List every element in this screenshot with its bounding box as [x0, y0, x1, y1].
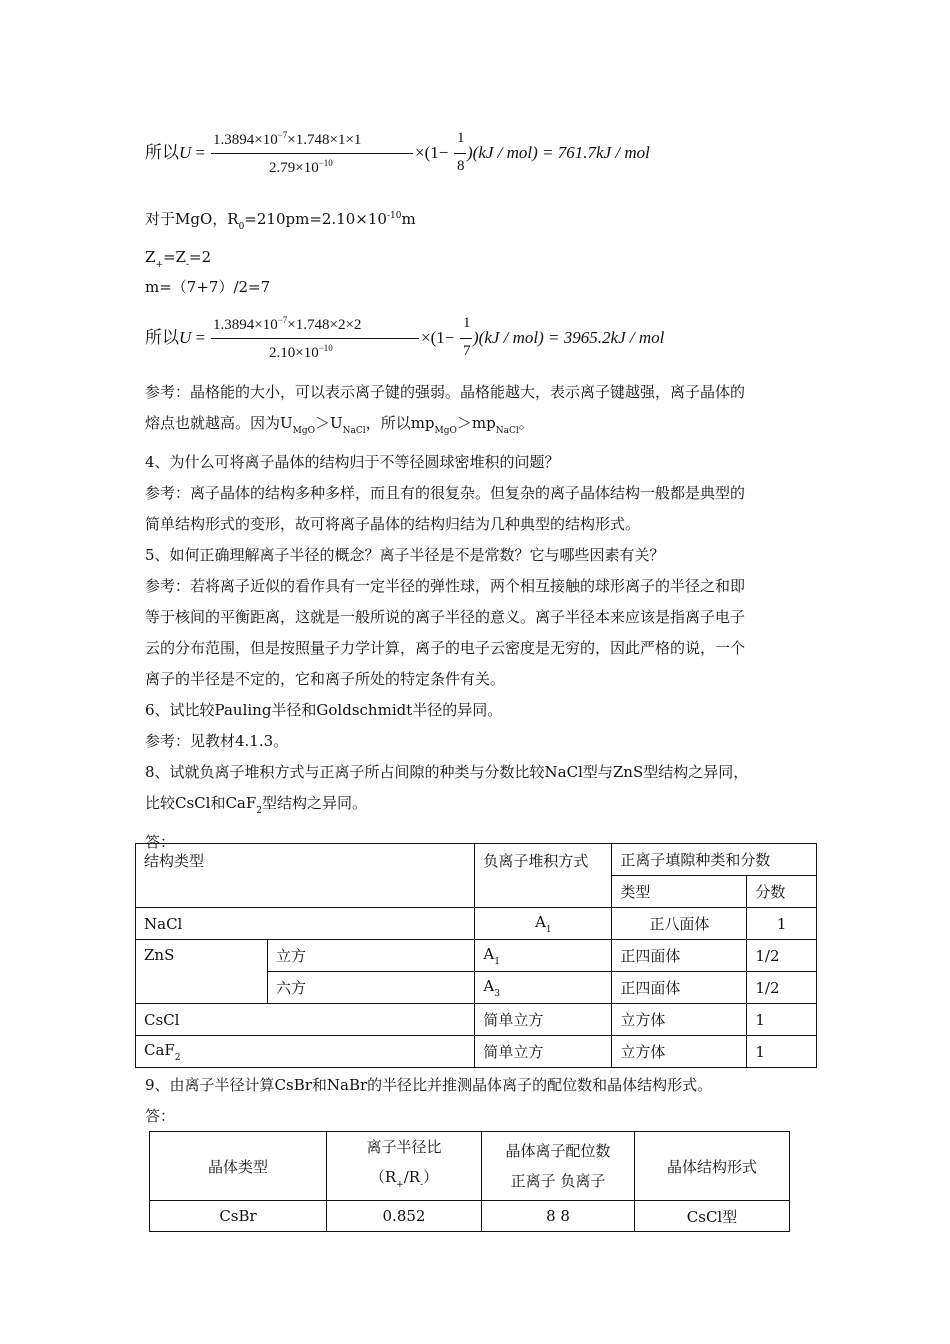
question-9: 9、由离子半径计算CsBr和NaBr的半径比并推测晶体离子的配位数和晶体结构形式。 [145, 1076, 713, 1094]
eq2-tail-a: ×(1− [421, 328, 455, 347]
cell-caf2-type: 立方体 [612, 1036, 747, 1068]
cell-zns-cubic-frac: 1/2 [747, 940, 817, 972]
answer-5-line4: 离子的半径是不定的，它和离子所处的特定条件有关。 [145, 670, 506, 688]
eq2-small-den: 7 [463, 343, 471, 359]
cell-cscl-pack: 简单立方 [475, 1004, 612, 1036]
cell-caf2-pack: 简单立方 [475, 1036, 612, 1068]
cell-caf2-frac: 1 [747, 1036, 817, 1068]
cell-cscl-frac: 1 [747, 1004, 817, 1036]
mgo-radius-line: 对于MgO，$R_0=210pm=2.10\times 10^{-10}m$ [145, 210, 416, 232]
born-exponent-line: m=（7+7）/2=7 [145, 278, 271, 296]
ref-lattice-energy [145, 377, 815, 858]
cell-zns: ZnS [136, 940, 268, 1004]
eq1-prefix: 所以U = [145, 143, 206, 162]
eq1-tail-a: ×(1− [415, 143, 449, 162]
answer-5-line2: 等于核间的平衡距离，这就是一般所说的离子半径的意义。离子半径本来应该是指离子电子 [145, 608, 746, 626]
th-cation-filling: 正离子填隙种类和分数 [612, 844, 817, 876]
ref1-line2: 熔点也就越高。因为$U_{MgO}>U_{NaCl}$，所以$mp_{MgO}>mp_{NaCl}$。 [145, 414, 534, 436]
cell-nacl-type: 正八面体 [612, 908, 747, 940]
table-row [136, 940, 817, 972]
table-row [136, 908, 817, 940]
question-8-line2: 比较CsCl和CaF$_2$型结构之异同。 [145, 794, 368, 816]
th-coordination: 晶体离子配位数 正离子 负离子 [482, 1132, 635, 1201]
answer-6: 参考：见教材4.1.3。 [145, 732, 289, 750]
cell-csbr-form: CsCl型 [635, 1201, 790, 1232]
th-type: 类型 [612, 876, 747, 908]
eq1-small-num: 1 [457, 130, 465, 146]
eq2-small-bar [460, 338, 472, 339]
answer-4-line2: 简单结构形式的变形，故可将离子晶体的结构归结为几种典型的结构形式。 [145, 515, 641, 533]
answer-label-8: 答： [145, 833, 176, 851]
cell-zns-hex: 六方 [268, 972, 475, 1004]
question-8-line1: 8、试就负离子堆积方式与正离子所占间隙的种类与分数比较NaCl型与ZnS型结构之异同， [145, 763, 749, 781]
th-structure-type: 结构类型 [136, 844, 475, 908]
table-row [136, 1036, 817, 1068]
cell-cscl-type: 立方体 [612, 1004, 747, 1036]
eq1-small-den: 8 [457, 158, 465, 174]
answer-4-line1: 参考：离子晶体的结构多种多样，而且有的很复杂。但复杂的离子晶体结构一般都是典型的 [145, 484, 746, 502]
cell-nacl: NaCl [136, 908, 475, 940]
th-anion-packing: 负离子堆积方式 [475, 844, 612, 908]
cell-zns-hex-type: 正四面体 [612, 972, 747, 1004]
question-6: 6、试比较Pauling半径和Goldschmidt半径的异同。 [145, 701, 503, 719]
answer-label-9: 答： [145, 1107, 176, 1125]
eq2-numerator: $1.3894\times 10^{-7}\times 1.748\times 2\times 2$ [213, 315, 362, 333]
radius-ratio-table [149, 1131, 790, 1232]
eq1-numerator: $1.3894\times 10^{-7}\times 1.748\times 1\times 1$ [213, 130, 362, 148]
table-row [150, 1201, 790, 1232]
cell-csbr-ratio: 0.852 [327, 1201, 482, 1232]
eq2-prefix: 所以U = [145, 328, 206, 347]
cell-cscl: CsCl [136, 1004, 475, 1036]
cell-caf2: CaF$_2$ [136, 1036, 475, 1068]
cell-zns-cubic-type: 正四面体 [612, 940, 747, 972]
question-5: 5、如何正确理解离子半径的概念？离子半径是不是常数？它与哪些因素有关？ [145, 546, 665, 564]
cell-zns-hex-frac: 1/2 [747, 972, 817, 1004]
cell-nacl-frac: 1 [747, 908, 817, 940]
structure-comparison-table [135, 843, 817, 1068]
answer-5-line3: 云的分布范围，但是按照量子力学计算，离子的电子云密度是无穷的，因此严格的说，一个 [145, 639, 746, 657]
eq1-small-bar [454, 153, 466, 154]
th-crystal-type: 晶体类型 [150, 1132, 327, 1201]
eq2-small-num: 1 [463, 315, 471, 331]
cell-nacl-pack: $A_1$ [475, 908, 612, 940]
th-fraction: 分数 [747, 876, 817, 908]
cell-csbr-cn: 8 8 [482, 1201, 635, 1232]
cell-zns-cubic: 立方 [268, 940, 475, 972]
charge-line: $Z_+=Z_-=2$ [145, 248, 212, 270]
eq1-denominator: $2.79\times 10^{-10}$ [269, 158, 333, 176]
question-4: 4、为什么可将离子晶体的结构归于不等径圆球密堆积的问题？ [145, 453, 560, 471]
lattice-energy-equation-nacl [145, 130, 705, 190]
lattice-energy-equation-mgo [145, 315, 705, 375]
th-radius-ratio: 离子半径比 $(R_+/R_-)$ [327, 1132, 482, 1201]
ref1-line1: 参考：晶格能的大小，可以表示离子键的强弱。晶格能越大，表示离子键越强，离子晶体的 [145, 383, 746, 401]
eq2-denominator: $2.10\times 10^{-10}$ [269, 343, 333, 361]
cell-csbr: CsBr [150, 1201, 327, 1232]
cell-zns-cubic-pack: $A_1$ [475, 940, 612, 972]
eq2-tail-b: )(kJ / mol) = 3965.2kJ / mol [473, 328, 665, 347]
eq2-fraction-bar [211, 338, 419, 339]
eq1-fraction-bar [211, 153, 413, 154]
table-row [136, 1004, 817, 1036]
th-structure-form: 晶体结构形式 [635, 1132, 790, 1201]
eq1-tail-b: )(kJ / mol) = 761.7kJ / mol [467, 143, 650, 162]
cell-zns-hex-pack: $A_3$ [475, 972, 612, 1004]
answer-5-line1: 参考：若将离子近似的看作具有一定半径的弹性球，两个相互接触的球形离子的半径之和即 [145, 577, 746, 595]
